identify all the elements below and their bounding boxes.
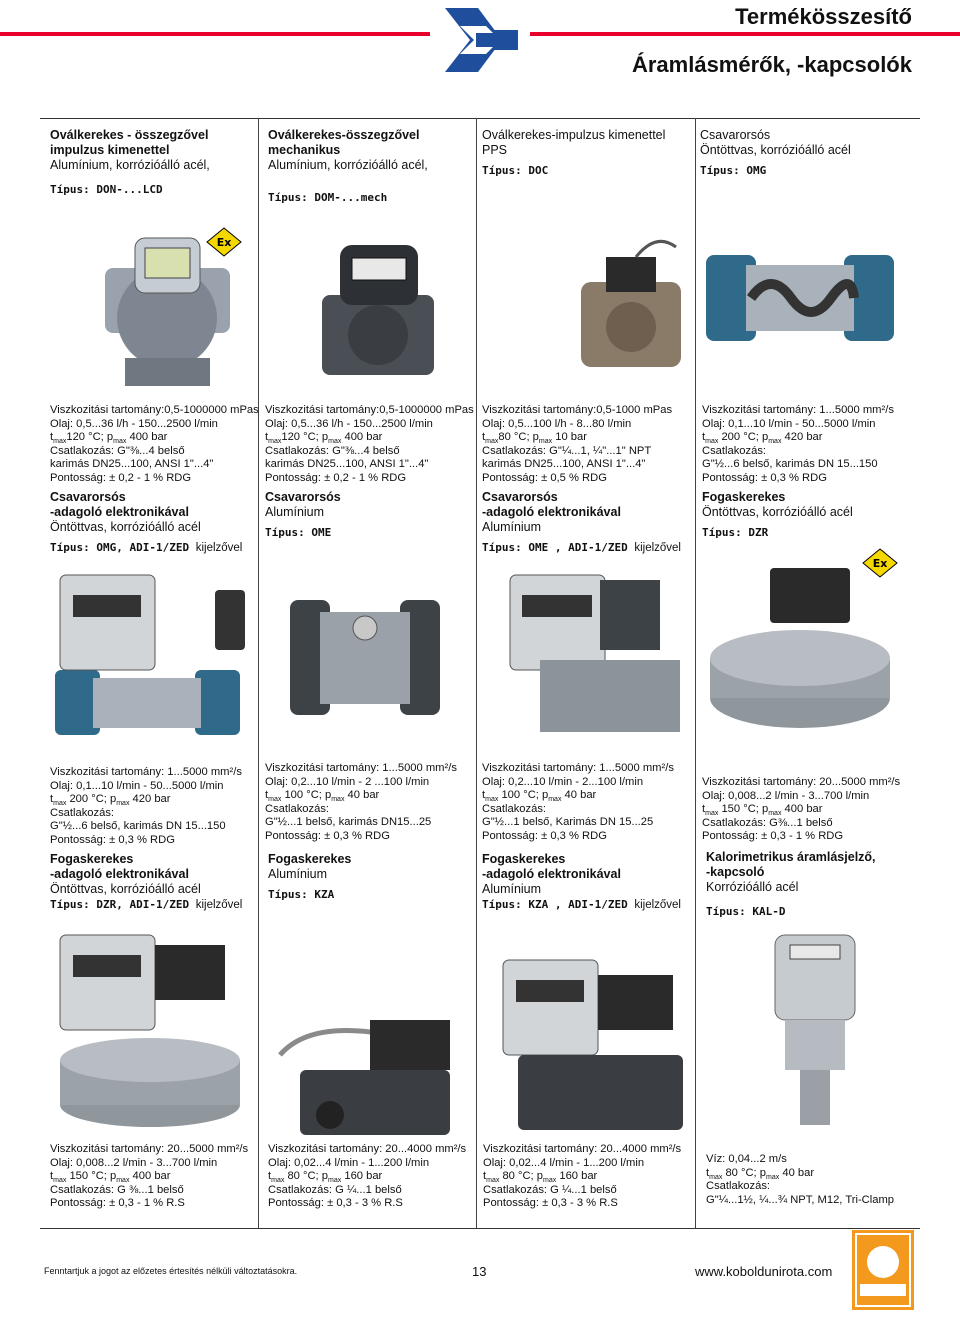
spec-line: Csatlakozás: [702, 444, 767, 457]
product-type: Típus: OME [265, 526, 332, 539]
spec-line: Viszkozitási tartomány: 20...5000 mm²/s [702, 776, 901, 788]
spec-line: Pontosság: ± 0,3 - 1 % RDG [702, 830, 844, 843]
spec-line: karimás DN25...100, ANSI 1"...4" [265, 458, 429, 471]
spec-line: G"¼...1½, ¼...¾ NPT, M12, Tri-Clamp [706, 1193, 895, 1206]
column-divider [695, 118, 696, 1228]
divider-top [40, 118, 920, 119]
spec-line: $t_{max}$ 80 °C; $p_{max}$ 40 bar [706, 1166, 815, 1181]
spec-line: Csatlakozás: [50, 806, 115, 819]
product-material: Öntöttvas, korrózióálló acél [50, 520, 201, 534]
spec-line: Viszkozitási tartomány: 1...5000 mm²/s [482, 762, 674, 774]
spec-line: $t_{max}$ 80 °C; $p_{max}$ 160 bar [483, 1170, 598, 1185]
spec-line: Pontosság: ± 0,2 - 1 % RDG [50, 471, 192, 484]
spec-line: $t_{max}120$ °C; $p_{max}$ 400 bar [50, 431, 168, 446]
svg-text:Ex: Ex [216, 236, 232, 249]
specs-dom-mech [265, 404, 474, 486]
spec-line: Viszkozitási tartomány: 1...5000 mm²/s [702, 404, 894, 416]
product-type: Típus: KZA [268, 888, 335, 901]
spec-line: Viszkozitási tartomány:0,5-1000000 mPas [50, 404, 259, 416]
product-name: Fogaskerekes [50, 852, 134, 866]
product-material: Öntöttvas, korrózióálló acél [50, 882, 201, 896]
product-material: Öntöttvas, korrózióálló acél [700, 143, 851, 157]
spec-line: Pontosság: ± 0,3 - 3 % R.S [268, 1197, 403, 1210]
page-title: Termékösszesítő [735, 4, 912, 29]
product-card-kal-d [706, 850, 876, 918]
spec-line: Csatlakozás: G"⅜...4 belső [50, 444, 185, 457]
spec-line: Olaj: 0,5...100 l/h - 8...80 l/min [482, 417, 632, 430]
spec-line: Pontosság: ± 0,3 % RDG [702, 471, 827, 484]
product-type [50, 898, 242, 911]
product-card-don-lcd [50, 128, 210, 196]
spec-line: $t_{max}$ 150 °C; $p_{max}$ 400 bar [50, 1170, 171, 1185]
specs-dzr [702, 776, 900, 844]
column-divider [476, 118, 477, 1228]
column-divider [258, 118, 259, 1228]
product-material: Alumínium [268, 867, 328, 881]
specs-kal-d [706, 1153, 894, 1207]
spec-line: Olaj: 0,2...10 l/min - 2 ...100 l/min [265, 775, 430, 788]
spec-line: Olaj: 0,5...36 l/h - 150...2500 l/min [265, 417, 433, 430]
specs-don-lcd [50, 404, 259, 486]
ex-icon [206, 227, 242, 257]
flowmeter-kal-d-image [760, 930, 870, 1130]
spec-line: Viszkozitási tartomány: 20...5000 mm²/s [50, 1143, 249, 1155]
kobold-logo [852, 1230, 914, 1310]
spec-line: G"½...6 belső, karimás DN 15...150 [50, 820, 226, 833]
spec-line: Csatlakozás: [706, 1180, 771, 1193]
spec-line: G"½...1 belső, karimás DN15...25 [265, 816, 432, 829]
product-name: Csavarorsós [50, 490, 126, 504]
specs-dzr-adi [50, 1143, 248, 1211]
spec-line: Viszkozitási tartomány:0,5-1000 mPas [482, 404, 673, 416]
page-number: 13 [472, 1264, 487, 1279]
spec-line: $t_{max}$ 200 °C; $p_{max}$ 420 bar [702, 431, 823, 446]
spec-line: Csatlakozás: G"¼...1, ¼"...1" NPT [482, 444, 652, 457]
spec-line: Viszkozitási tartomány: 20...4000 mm²/s [483, 1143, 682, 1155]
product-name: -kapcsoló [706, 865, 765, 879]
spec-line: Viszkozitási tartomány: 1...5000 mm²/s [265, 762, 457, 774]
product-name: -adagoló elektronikával [50, 867, 189, 881]
flowmeter-kza-adi-image [498, 955, 688, 1135]
type-tail: kijelzővel [634, 542, 681, 554]
product-card-kza [268, 852, 351, 901]
spec-line: Csatlakozás: G⅜...1 belső [702, 816, 833, 829]
spec-line: Pontosság: ± 0,3 % RDG [482, 829, 607, 842]
spec-line: Pontosság: ± 0,3 % RDG [265, 829, 390, 842]
product-type [482, 898, 681, 911]
specs-kza [268, 1143, 466, 1211]
spec-line: $t_{max}$ 200 °C; $p_{max}$ 420 bar [50, 793, 171, 808]
type-code: Típus: DZR, ADI-1/ZED [50, 898, 190, 911]
ex-icon [862, 548, 898, 578]
product-card-ome [265, 490, 341, 539]
flowmeter-dzr-adi-image [55, 930, 245, 1130]
spec-line: Olaj: 0,02...4 l/min - 1...200 l/min [268, 1156, 430, 1169]
spec-line: G"½...1 belső, Karimás DN 15...25 [482, 816, 654, 829]
spec-line: Csatlakozás: [482, 802, 547, 815]
product-material: Alumínium [265, 505, 325, 519]
spec-line: $t_{max}$ 80 °C; $p_{max}$ 160 bar [268, 1170, 383, 1185]
product-material: Korrózióálló acél [706, 880, 799, 894]
flowmeter-kza-image [270, 1015, 460, 1140]
product-name: Oválkerekes-összegzővel [268, 128, 420, 142]
product-name: Fogaskerekes [268, 852, 352, 866]
spec-line: Csatlakozás: G"⅜...4 belső [265, 444, 400, 457]
flowmeter-ome-adi-image [500, 570, 680, 735]
product-name: Csavarorsós [265, 490, 341, 504]
spec-line: Olaj: 0,008...2 l/min - 3...700 l/min [50, 1156, 218, 1169]
product-card-dzr-adi [50, 852, 242, 911]
spec-line: Olaj: 0,2...10 l/min - 2...100 l/min [482, 775, 644, 788]
type-tail: kijelzővel [195, 542, 243, 554]
product-name: -adagoló elektronikával [482, 867, 621, 881]
spec-line: G"½...6 belső, karimás DN 15...150 [702, 458, 878, 471]
flowmeter-omg-image [706, 250, 894, 346]
spec-line: karimás DN25...100, ANSI 1"...4" [50, 458, 214, 471]
type-code: Típus: OMG, ADI-1/ZED [50, 541, 190, 554]
specs-ome [265, 762, 457, 844]
product-card-omg [700, 128, 851, 177]
product-type [482, 541, 681, 554]
spec-line: Olaj: 0,1...10 l/min - 50...5000 l/min [702, 417, 876, 430]
spec-line: Olaj: 0,02...4 l/min - 1...200 l/min [483, 1156, 645, 1169]
specs-omg-adi [50, 766, 242, 848]
product-material: PPS [482, 143, 508, 157]
product-card-doc [482, 128, 665, 177]
spec-line: $t_{max}120$ °C; $p_{max}$ 400 bar [265, 431, 383, 446]
product-name: -adagoló elektronikával [482, 505, 621, 519]
spec-line: Csatlakozás: [265, 802, 330, 815]
product-name: Oválkerekes - összegzővel [50, 128, 209, 142]
product-card-dzr [702, 490, 853, 539]
type-tail: kijelzővel [634, 899, 681, 911]
specs-doc [482, 404, 672, 486]
product-name: Fogaskerekes [702, 490, 786, 504]
product-material: Alumínium, korrózióálló acél, [50, 158, 210, 172]
footer-website-link[interactable]: www.koboldunirota.com [695, 1264, 833, 1279]
spec-line: Pontosság: ± 0,3 - 3 % R.S [483, 1197, 618, 1210]
spec-line: Viszkozitási tartomány:0,5-1000000 mPas [265, 404, 474, 416]
product-material: Alumínium [482, 882, 542, 896]
product-material: Öntöttvas, korrózióálló acél [702, 505, 853, 519]
spec-line: Olaj: 0,5...36 l/h - 150...2500 l/min [50, 417, 218, 430]
spec-line: Pontosság: ± 0,3 - 1 % R.S [50, 1197, 185, 1210]
product-type: Típus: DOM-...mech [268, 191, 388, 204]
product-type: Típus: DOC [482, 164, 549, 177]
spec-line: Pontosság: ± 0,5 % RDG [482, 471, 607, 484]
spec-line: Olaj: 0,008...2 l/min - 3...700 l/min [702, 789, 870, 802]
spec-line: Viszkozitási tartomány: 20...4000 mm²/s [268, 1143, 467, 1155]
product-type: Típus: DZR [702, 526, 769, 539]
spec-line: $t_{max}80$ °C; $p_{max}$ 10 bar [482, 431, 587, 446]
product-type: Típus: DON-...LCD [50, 183, 163, 196]
product-card-dom-mech [268, 128, 428, 204]
product-name: mechanikus [268, 143, 341, 157]
flowmeter-dom-mech-image [312, 240, 444, 385]
spec-line: Olaj: 0,1...10 l/min - 50...5000 l/min [50, 779, 224, 792]
spec-line: $t_{max}$ 150 °C; $p_{max}$ 400 bar [702, 803, 823, 818]
spec-line: $t_{max}$ 100 °C; $p_{max}$ 40 bar [265, 789, 380, 804]
product-card-ome-adi [482, 490, 681, 554]
spec-line: Víz: 0,04...2 m/s [706, 1153, 787, 1165]
flowmeter-omg-adi-image [55, 570, 245, 740]
product-material: Alumínium, korrózióálló acél, [268, 158, 428, 172]
product-card-omg-adi [50, 490, 242, 554]
product-type: Típus: OMG [700, 164, 767, 177]
product-name: -adagoló elektronikával [50, 505, 189, 519]
product-name: impulzus kimenettel [50, 143, 170, 157]
product-type [50, 541, 242, 554]
flowmeter-doc-image [576, 227, 686, 375]
footer-disclaimer: Fenntartjuk a jogot az előzetes értesítés nélküli változtatásokra. [44, 1266, 298, 1276]
spec-line: $t_{max}$ 100 °C; $p_{max}$ 40 bar [482, 789, 597, 804]
spec-line: Pontosság: ± 0,2 - 1 % RDG [265, 471, 407, 484]
product-type: Típus: KAL-D [706, 905, 786, 918]
product-card-kza-adi [482, 852, 681, 911]
spec-line: Viszkozitási tartomány: 1...5000 mm²/s [50, 766, 242, 778]
spec-line: karimás DN25...100, ANSI 1"...4" [482, 458, 646, 471]
specs-ome-adi [482, 762, 674, 844]
product-name: Csavarorsós [482, 490, 558, 504]
product-name: Csavarorsós [700, 128, 771, 142]
product-name: Fogaskerekes [482, 852, 566, 866]
spec-line: Pontosság: ± 0,3 % RDG [50, 833, 175, 846]
product-name: Kalorimetrikus áramlásjelző, [706, 850, 876, 864]
product-name: Oválkerekes-impulzus kimenettel [482, 128, 666, 142]
specs-omg [702, 404, 894, 486]
type-code: Típus: OME , ADI-1/ZED [482, 541, 628, 554]
type-code: Típus: KZA , ADI-1/ZED [482, 898, 628, 911]
svg-text:Ex: Ex [872, 557, 888, 570]
spec-line: Csatlakozás: G ¼...1 belső [483, 1183, 617, 1196]
divider-bottom [40, 1228, 920, 1229]
type-tail: kijelzővel [195, 899, 243, 911]
spec-line: Csatlakozás: G ⅜...1 belső [50, 1183, 184, 1196]
specs-kza-adi [483, 1143, 681, 1211]
product-material: Alumínium [482, 520, 542, 534]
spec-line: Csatlakozás: G ¼...1 belső [268, 1183, 402, 1196]
flowmeter-ome-image [290, 590, 440, 720]
brand-arrow-logo [430, 0, 530, 86]
page-subtitle: Áramlásmérők, -kapcsolók [631, 52, 912, 77]
